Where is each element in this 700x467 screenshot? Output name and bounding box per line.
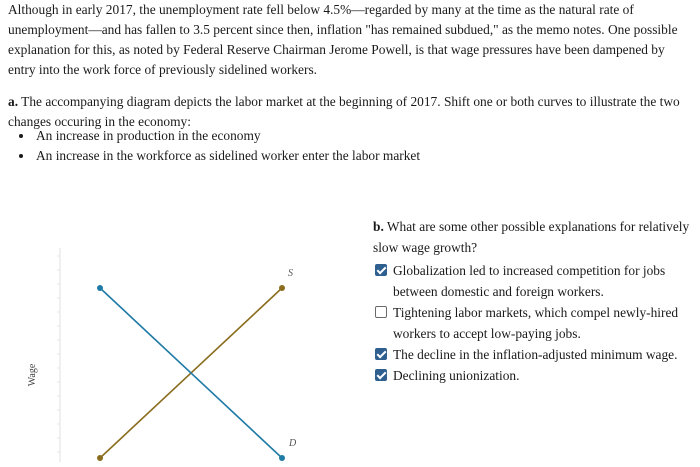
option-label[interactable]: Tightening labor markets, which compel newly-hired workers to accept low-paying jobs. bbox=[393, 305, 679, 341]
checkbox[interactable] bbox=[375, 264, 387, 276]
option-label[interactable]: Globalization led to increased competition for jobs between domestic and foreign workers. bbox=[393, 263, 666, 299]
labor-market-graph[interactable] bbox=[20, 244, 340, 462]
list-item: • An increase in the workforce as sidelined worker enter the labor market bbox=[34, 146, 420, 166]
checkbox[interactable] bbox=[375, 306, 387, 318]
option-tightening-labor-markets[interactable] bbox=[373, 302, 693, 344]
graph-canvas[interactable] bbox=[20, 244, 340, 462]
option-globalization[interactable] bbox=[373, 260, 693, 302]
option-declining-unionization[interactable] bbox=[373, 365, 693, 386]
supply-curve-start-handle[interactable] bbox=[97, 455, 103, 461]
part-a-label: a. bbox=[8, 94, 19, 109]
y-axis-label: Wage bbox=[27, 363, 38, 387]
checkbox[interactable] bbox=[375, 369, 387, 381]
intro-paragraph: Although in early 2017, the unemployment rate fell below 4.5%—regarded by many at the time as the natural rate of unemployment—and has fallen to 3.5 percent since then, inflation "has remained subdued," as the memo notes. One possible explanation for this, as noted by Federal Reserve Chairman Jerome Powell, is that wage pressures have been dampened by entry into the work force of previously sidelined workers. bbox=[8, 2, 678, 77]
option-label[interactable]: Declining unionization. bbox=[393, 368, 520, 383]
demand-curve-end-handle[interactable] bbox=[279, 455, 285, 461]
question-intro bbox=[8, 0, 694, 132]
option-minimum-wage[interactable] bbox=[373, 344, 693, 365]
part-b-question bbox=[373, 216, 693, 386]
part-a-text: The accompanying diagram depicts the labor market at the beginning of 2017. Shift one or both curves to illustrate the two changes occuring in the economy: bbox=[8, 94, 680, 129]
supply-curve-label: S bbox=[288, 268, 293, 279]
part-b-text: What are some other possible explanations for relatively slow wage growth? bbox=[373, 219, 690, 255]
part-b-label: b. bbox=[373, 219, 384, 234]
change-list bbox=[16, 126, 420, 166]
list-item: • An increase in production in the economy bbox=[34, 126, 420, 146]
option-label[interactable]: The decline in the inflation-adjusted minimum wage. bbox=[393, 347, 678, 362]
checkbox[interactable] bbox=[375, 348, 387, 360]
demand-curve-start-handle[interactable] bbox=[97, 285, 103, 291]
demand-curve-label: D bbox=[289, 438, 297, 449]
supply-curve-end-handle[interactable] bbox=[279, 285, 285, 291]
part-b-prompt bbox=[373, 216, 693, 258]
